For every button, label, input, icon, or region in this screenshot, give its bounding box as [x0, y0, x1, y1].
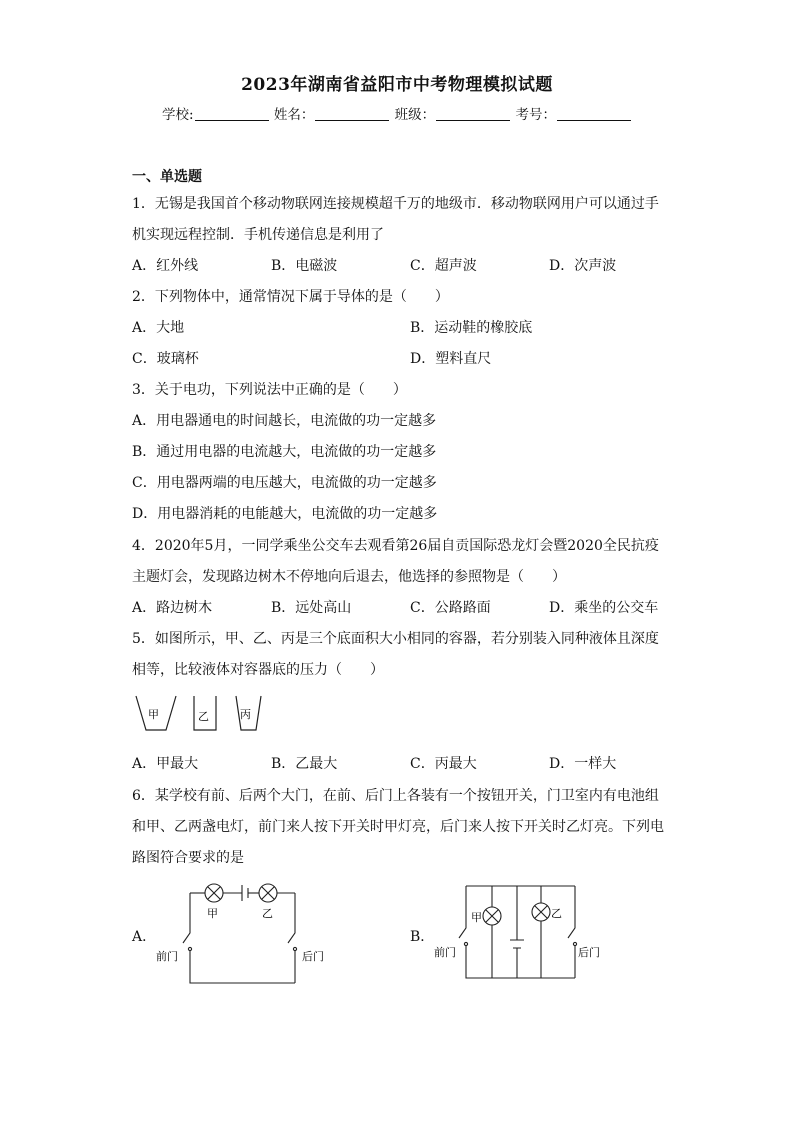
circuit-a-lamp1-label: 甲 — [207, 907, 218, 920]
q5-containers-figure — [130, 690, 280, 740]
page-title: 2023年湖南省益阳市中考物理模拟试题 — [241, 75, 553, 95]
circuit-b-front-label: 前门 — [434, 946, 456, 959]
q5-option-a[interactable]: A．甲最大 — [132, 756, 199, 772]
q4-option-c[interactable]: C．公路路面 — [410, 600, 491, 616]
q5-option-c[interactable]: C．丙最大 — [410, 756, 477, 772]
q3-option-d[interactable]: D．用电器消耗的电能越大，电流做的功一定越多 — [132, 506, 438, 522]
battery-icon — [510, 940, 524, 948]
front-switch-icon — [464, 942, 467, 945]
name-label: 姓名： — [273, 107, 315, 123]
circuit-a-diagram — [150, 875, 324, 990]
q1-option-a[interactable]: A．红外线 — [132, 258, 199, 274]
q6-line-2: 和甲、乙两盏电灯，前门来人按下开关时甲灯亮，后门来人按下开关时乙灯亮。下列电 — [132, 819, 664, 835]
q2-line-1: 2．下列物体中，通常情况下属于导体的是（ ） — [132, 289, 449, 305]
q2-option-a[interactable]: A．大地 — [132, 320, 185, 336]
q4-option-d[interactable]: D．乘坐的公交车 — [549, 600, 659, 616]
number-label: 考号： — [515, 107, 556, 123]
class-blank[interactable] — [436, 106, 510, 121]
circuit-b-diagram — [430, 880, 605, 985]
back-switch-icon — [573, 942, 576, 945]
q4-line-2: 主题灯会，发现路边树木不停地向后退去，他选择的参照物是（ ） — [132, 569, 566, 585]
q5-option-b[interactable]: B．乙最大 — [271, 756, 338, 772]
number-blank[interactable] — [557, 106, 631, 121]
label-bing: 丙 — [240, 708, 251, 721]
school-blank[interactable] — [195, 106, 269, 121]
q4-line-1: 4．2020年5月，一同学乘坐公交车去观看第26届自贡国际恐龙灯会暨2020全民抗疫 — [132, 538, 659, 554]
q1-line-1: 1．无锡是我国首个移动物联网连接规模超千万的地级市．移动物联网用户可以通过手 — [132, 196, 659, 212]
q5-line-2: 相等，比较液体对容器底的压力（ ） — [132, 662, 384, 678]
circuit-a-back-label: 后门 — [302, 950, 324, 963]
class-label: 班级： — [394, 107, 436, 123]
q2-option-c[interactable]: C．玻璃杯 — [132, 351, 199, 367]
student-info — [0, 103, 794, 123]
q4-option-b[interactable]: B．远处高山 — [271, 600, 352, 616]
q1-line-2: 机实现远程控制．手机传递信息是利用了 — [132, 227, 384, 243]
q3-option-c[interactable]: C．用电器两端的电压越大，电流做的功一定越多 — [132, 475, 437, 491]
front-switch-icon — [188, 947, 191, 950]
q1-option-b[interactable]: B．电磁波 — [271, 258, 338, 274]
q6-line-3: 路图符合要求的是 — [132, 850, 244, 866]
label-yi: 乙 — [198, 710, 209, 723]
q3-option-a[interactable]: A．用电器通电的时间越长，电流做的功一定越多 — [132, 413, 437, 429]
q3-option-b[interactable]: B．通过用电器的电流越大，电流做的功一定越多 — [132, 444, 437, 460]
back-switch-icon — [293, 947, 296, 950]
q4-option-a[interactable]: A．路边树木 — [132, 600, 213, 616]
q2-option-d[interactable]: D．塑料直尺 — [410, 351, 492, 367]
q1-option-c[interactable]: C．超声波 — [410, 258, 477, 274]
q5-line-1: 5．如图所示，甲、乙、丙是三个底面积大小相同的容器，若分别装入同种液体且深度 — [132, 631, 659, 647]
q6-option-a[interactable]: A． — [132, 929, 157, 945]
circuit-a-front-label: 前门 — [156, 950, 178, 963]
circuit-b-lamp2-label: 乙 — [551, 907, 562, 920]
circuit-a-lamp2-label: 乙 — [262, 907, 273, 920]
q6-line-1: 6．某学校有前、后两个大门，在前、后门上各装有一个按钮开关，门卫室内有电池组 — [132, 788, 659, 804]
circuit-b-back-label: 后门 — [578, 946, 600, 959]
q6-option-b[interactable]: B． — [410, 929, 435, 945]
q1-option-d[interactable]: D．次声波 — [549, 258, 617, 274]
q2-option-b[interactable]: B．运动鞋的橡胶底 — [410, 320, 533, 336]
circuit-b-lamp1-label: 甲 — [471, 911, 482, 924]
name-blank[interactable] — [315, 106, 389, 121]
school-label: 学校: — [162, 107, 194, 123]
q5-option-d[interactable]: D．一样大 — [549, 756, 617, 772]
battery-icon — [242, 885, 248, 901]
label-jia: 甲 — [148, 708, 159, 721]
section-heading: 一、单选题 — [132, 169, 202, 185]
q3-line-1: 3．关于电功，下列说法中正确的是（ ） — [132, 382, 407, 398]
